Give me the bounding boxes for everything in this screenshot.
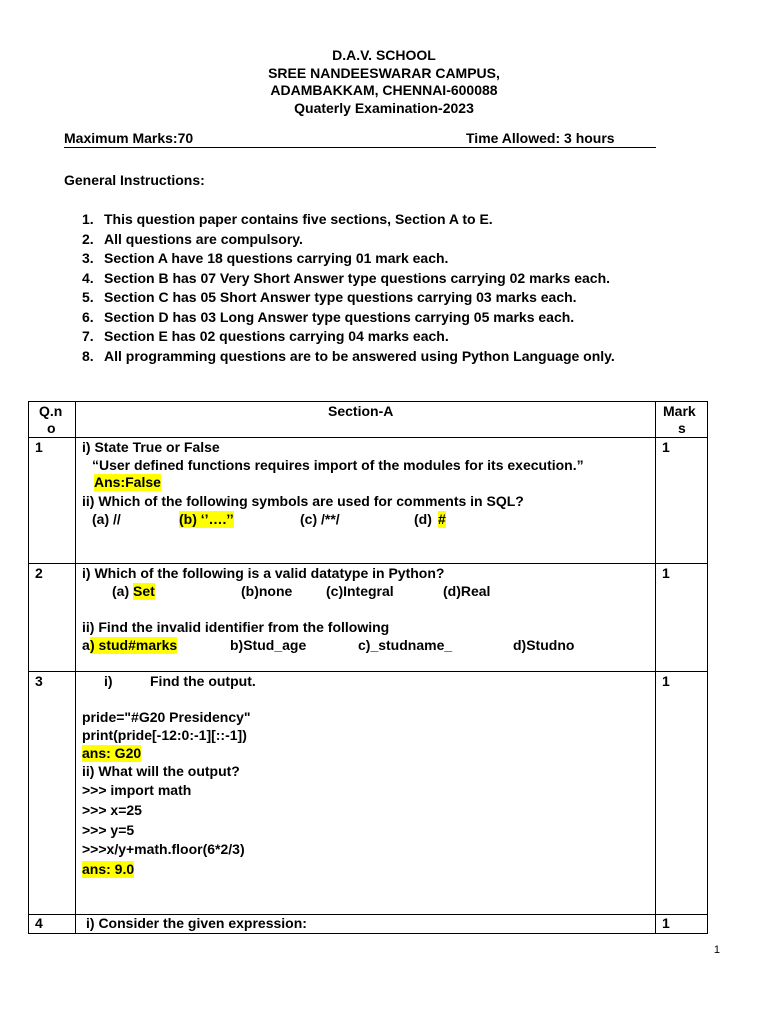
school-address: ADAMBAKKAM, CHENNAI-600088 [270,82,498,98]
question-marks: 1 [662,673,670,689]
question-marks: 1 [662,439,670,455]
instruction-item: 2. All questions are compulsory. [82,230,303,247]
instruction-item: 1. This question paper contains five sections, Section A to E. [82,211,493,227]
instruction-item: 5. Section C has 05 Short Answer type questions carrying 03 marks each. [82,289,577,305]
maximum-marks: Maximum Marks:70 [64,130,194,146]
section-header: Section-A [76,402,656,438]
answer-highlight: Ans:False [94,474,161,490]
general-instructions-title: General Instructions: [64,172,205,188]
instruction-item: 6. Section D has 03 Long Answer type questions carrying 05 marks each. [82,308,575,325]
table-header-row [29,402,708,438]
instruction-item: 4. Section B has 07 Very Short Answer type questions carrying 02 marks each. [82,269,611,286]
questions-table [28,401,708,934]
question-number: 1 [35,439,43,455]
qno-header: Q.n o [29,402,76,438]
campus-name: SREE NANDEESWARAR CAMPUS, [268,64,500,81]
answer-highlight: (b) ‘’….’’ [179,511,234,527]
answer-highlight: ) stud#marks [90,637,178,653]
marks-time-line [64,130,656,148]
question-number: 2 [35,565,43,581]
school-name: D.A.V. SCHOOL [332,47,436,63]
time-allowed: Time Allowed: 3 hours [466,130,615,146]
question-marks: 1 [662,565,670,581]
table-row [29,564,708,672]
answer-highlight: ans: 9.0 [82,861,135,877]
table-row [29,672,708,915]
question-number: 3 [35,673,43,689]
instruction-item: 3. Section A have 18 questions carrying 01 mark each. [82,250,449,266]
question-3: i) Find the output. pride="#G20 Presidency" print(pride[-12:0:-1][::-1]) ans: G20 ii) What will the output? >>> import math >>> x=25 >>> y=5 >>>x/y+math.floor(6*2/3) ans: 9.0 [82,673,256,877]
document-header [0,47,768,117]
answer-highlight: Set [133,583,155,599]
question-marks: 1 [662,915,670,931]
page-number: 1 [713,944,720,956]
table-row [29,915,708,934]
instruction-item: 7. Section E has 02 questions carrying 04 marks each. [82,328,449,344]
answer-highlight: # [438,511,446,527]
marks-header: Mark s [656,402,708,438]
instruction-item: 8. All programming questions are to be answered using Python Language only. [82,347,615,364]
answer-highlight: ans: G20 [82,745,142,761]
question-4: i) Consider the given expression: [86,915,307,931]
question-1: i) State True or False “User defined functions requires import of the modules for its execution.” Ans:False ii) Which of the following symbols are used for comments in SQL? (a) // (b) ‘’….’’ (c) /**/ (d) # [82,439,584,527]
question-2: i) Which of the following is a valid datatype in Python? (a) Set (b)none (c)Integral (d)Real ii) Find the invalid identifier from the following a ) stud#marks b)Stud_age c)_studname_ d)Studno [82,565,575,653]
table-row [29,438,708,564]
exam-title: Quaterly Examination-2023 [294,99,474,116]
instructions-list [82,210,615,366]
question-number: 4 [35,915,43,931]
